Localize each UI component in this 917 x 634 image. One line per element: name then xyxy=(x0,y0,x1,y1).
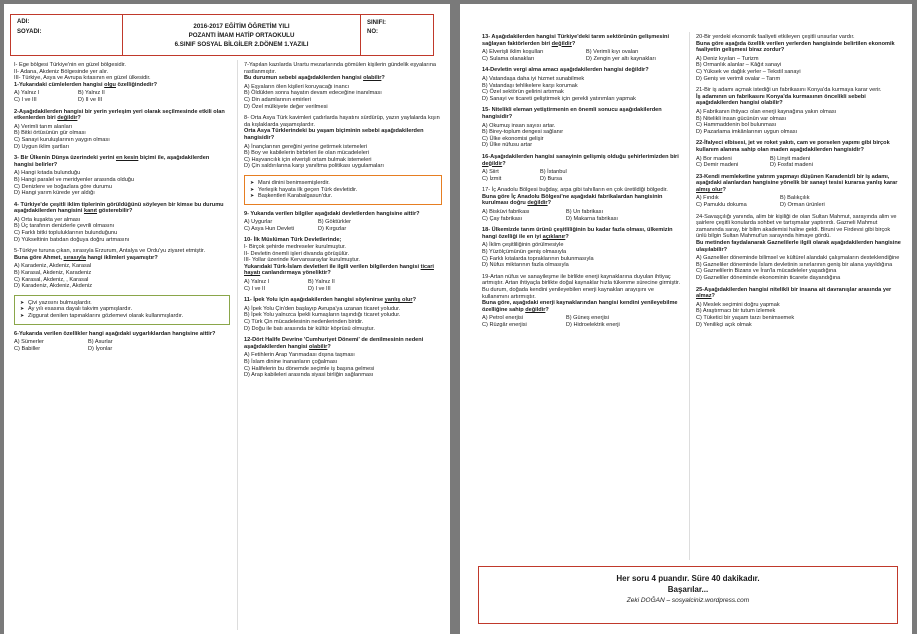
answer-option[interactable]: C) İzmit xyxy=(482,175,502,182)
question-22: 22-İfalyeci elbisesi, jet ve roket yakıtı, cam ve porselen yapımı gibi birçok kullanım alanına sahip olan maden aşağıdakilerden hangisidir? A) Bor madeni B) Linyit madeni C) Demir madeni D) Fosfat madeni xyxy=(696,140,890,169)
answer-option[interactable]: A) Uygurlar xyxy=(244,219,273,226)
column-1 xyxy=(14,62,230,357)
question-4: 4- Türkiye'de çeşitli iklim tiplerinin görüldüğünü söyleyen bir kimse bu durumu aşağıdakilerden hangisini kanıt gösterebilir? A) Orta kuşakta yer alması B) Üç tarafının denizlerle çevrili olmasını C) Farklı bitki topluluklarının bulunduğunu D) Yükseltinin batıdan doğuya doğru artmasını xyxy=(14,202,230,244)
student-info xyxy=(11,15,123,55)
exam-page-2 xyxy=(460,4,912,634)
info-box-green: ➤ Çivi yazısını bulmuşlardır. ➤ Ay yılı esasına dayalı takvim yapmışlardır. ➤ Ziggurat denilen tapınaklarını gözlemevi olarak kullanmışlardır. xyxy=(14,295,230,325)
answer-option[interactable]: A) Bor madeni xyxy=(696,155,732,162)
answer-option[interactable]: C) Demir madeni xyxy=(696,162,739,169)
answer-option[interactable]: C) Ülke ekonomisi gelişir xyxy=(482,135,544,142)
question-14: 14-Devletin vergi alma amacı aşağıdakilerden hangisi değildir? A) Vatandaşa daha iyi hizmet sunabilmek B) Vatandaşı tehlikelere karşı korumak C) Özel sektörün gelirini artırmak D) Sanayi ve ticareti geliştirmek için gerekli yatırımları yapmak xyxy=(482,67,682,102)
answer-option[interactable]: B) İpek Yolu yalnızca İpekli kumaşların taşındığı ticaret yoludur. xyxy=(244,312,401,319)
answer-option[interactable]: B) Boy ve kabilelerin birbirleri ile olan mücadeleleri xyxy=(244,150,369,157)
question-3: 3- Bir Ülkenin Dünya üzerindeki yerini en kesin biçimi ile, aşağıdakilerden hangisi belirler? A) Hangi kıtada bulunduğu B) Hangi paralel ve meridyenler arasında olduğu C) Denizlere ve boğazlara göre durumu D) Hangi yarım kürede yer aldığı xyxy=(14,155,230,197)
answer-option[interactable]: C) Karasal, Akdeniz, , Karasal xyxy=(14,276,89,283)
question-8: 8- Orta Asya Türk kavimleri çadırlarda hayatını sürdürüp, yazın yaylalarda kışın da kışlaklarda yaşamışlardır. Orta Asya Türklerindeki bu yaşam biçiminin sebebi aşağıdakilerden hangisidir? A) İnançlarının gereğini yerine getirmek istemeleri B) Boy ve kabilelerin birbirleri ile olan mücadeleleri C) Hayvancılık için elverişli ortam bulmak istemeleri D) Çin saldırılarına karşı yanıltma politikası uygulamaları xyxy=(244,115,442,170)
answer-option[interactable]: B) Öldükten sonra hayatın devam edeceğine inanılması xyxy=(244,90,382,97)
answer-option[interactable]: B) Güneş enerjisi xyxy=(566,315,609,322)
answer-option[interactable]: B) Araştırmacı bir tutum izlemek xyxy=(696,308,776,315)
answer-option[interactable]: A) Orta kuşakta yer alması xyxy=(14,216,81,223)
answer-option[interactable]: D) Orman ürünleri xyxy=(780,202,825,209)
question-7: 7-Yapılan kazılarda Urartu mezarlarında gömülen kişilerin gündelik eşyalarına rastlanmıştır. Bu durumun sebebi aşağıdakilerden hangisi olabilir? A) Eşyaların ölen kişileri koruyacağı inancı B) Öldükten sonra hayatın devam edeceğine inanılması C) Din adamlarının emirleri D) Özel mülkiyete değer verilmesi xyxy=(244,62,442,110)
answer-option[interactable]: D) Uygun iklim şartları xyxy=(14,143,70,150)
answer-option[interactable]: A) Sümerler xyxy=(14,339,44,346)
author-credit: Zeki DOĞAN – sosyalciniz.wordpress.com xyxy=(626,597,750,604)
question-13: 13- Aşağıdakilerden hangisi Türkiye'deki tarım sektörünün gelişmesini sağlayan faktörlerden biri değildir? A) Elverişli iklim koşulları B) Verimli kıyı ovaları C) Sulama olanakları D) Zengin yer altı kaynakları xyxy=(482,34,682,62)
question-16: 16-Aşağıdakilerden hangisi sanayinin gelişmiş olduğu şehirlerimizden biri değildir? A) Siirt B) İstanbul C) İzmit D) Bursa xyxy=(482,153,679,182)
answer-option[interactable]: C) Gaznelilerin Bizans ve İran'la mücadeleler yaşadığına xyxy=(696,268,837,275)
answer-option[interactable]: B) Verimli kıyı ovaları xyxy=(586,49,639,56)
question-24: 24-Savaşçılığı yanında, alim bir kişiliği de olan Sultan Mahmut, sarayında alim ve şairlere çeşitli konularda sohbet ve tartışmalar yaptırırdı. Gazneli Mahmut zamanında saray, bir bilim akademisi haline geldi. Biruni ve Firdevsi gibi birçok ünlü bilgin Sultan Mahmut'un sarayında himaye gördü. Bu metinden faydalanarak Gaznelilerle ilgili olarak aşağıdakilerden hangisine ulaşılabilir? A) Gazneliler döneminde bilimsel ve kültürel alandaki çalışmaların desteklendiğine B) Gazneliler döneminde İslam devletinin sınırlarının geniş bir alana yayıldığına C) Gaznelilerin Bizans ve İran'la mücadeleler yaşadığına D) Gazneliler döneminde ekonominin ticarete dayandığına xyxy=(696,213,901,281)
answer-option[interactable]: B) Linyit madeni xyxy=(770,155,811,162)
answer-option[interactable]: D) Yenilikçi açık olmak xyxy=(696,321,752,328)
no-label: NO: xyxy=(367,29,378,35)
question-9: 9- Yukarıda verilen bilgiler aşağıdaki devletlerden hangisine aittir? A) Uygurlar B) Göktürkler C) Asya Hun Devleti D) Kırgızlar xyxy=(244,210,420,232)
answer-option[interactable]: C) Farklı bitki topluluklarının bulunduğunu xyxy=(14,230,118,237)
answer-option[interactable]: B) Yüzölçümünün geniş olmasıyla xyxy=(482,249,567,256)
question-11: 11- İpek Yolu için aşağıdakilerden hangisi söylenirse yanlış olur? A) İpek Yolu Çin'den başlayıp Avrupa'ya uzanan ticaret yoludur. B) İpek Yolu yalnızca İpekli kumaşların taşındığı ticaret yoludur. C) Türk Çin mücadelesinin nedenlerinden biridir. D) Doğu ile batı arasında bir kültür köprüsü olmuştur. xyxy=(244,297,442,332)
answer-option[interactable]: D) II ve III xyxy=(78,96,103,103)
answer-option[interactable]: B) Asurlar xyxy=(88,339,113,346)
answer-option[interactable]: B) Göktürkler xyxy=(318,219,351,226)
answer-option[interactable]: C) Hammaddenin bol bulunması xyxy=(696,122,777,129)
answer-option[interactable]: B) Nitelikli insan gücünün var olması xyxy=(696,115,787,122)
question-2: 2-Aşağıdakilerden hangisi bir yerin yerleşim yeri olarak seçilmesinde etkili olan etkenlerden biri değildir? A) Verimli tarım alanları B) Bitki örtüsünün gür olması C) Sanayi kuruluşlarının yaygın olması D) Uygun iklim şartları xyxy=(14,109,230,151)
answer-option[interactable]: D) Gazneliler döneminde ekonominin ticarete dayandığına xyxy=(696,275,841,281)
exam-footer xyxy=(478,566,898,624)
answer-option[interactable]: A) Meslek seçimini doğru yapmak xyxy=(696,301,780,308)
answer-option[interactable]: A) Yalnız I xyxy=(244,279,270,286)
answer-option[interactable]: D) Nüfus miktarının fazla olmasıyla xyxy=(482,262,569,269)
info-box-orange: ➤ Mani dinini benimsemişlerdir. ➤ Yerleşik hayata ilk geçen Türk devletidir. ➤ Başkentleri Karabalgasun'dur. xyxy=(244,175,442,205)
answer-option[interactable]: B) Karasal, Akdeniz, Karadeniz xyxy=(14,270,92,277)
answer-option[interactable]: B) Birey-toplum dengesi sağlanır xyxy=(482,129,564,136)
answer-option[interactable]: C) Özel sektörün gelirini artırmak xyxy=(482,89,564,96)
answer-option[interactable]: C) Yüksek ve dağlık yerler – Tekstil sanayi xyxy=(696,68,801,75)
answer-option[interactable]: C) Çay fabrikası xyxy=(482,215,523,222)
answer-option[interactable]: D) Zengin yer altı kaynakları xyxy=(586,55,656,62)
answer-option[interactable]: D) Pazarlama imkânlarının uygun olması xyxy=(696,128,798,135)
question-12: 12-Dört Halife Devrine 'Cumhuriyet Dönemi' de denilmesinin nedeni aşağıdakilerden hangisi olabilir? A) Fetihlerin Arap Yarımadası dışına taşması B) İslam dinine inananların çoğalması C) Halifelerin bu dönemde seçimle iş başına gelmesi D) Arap kabileleri arasında siyasi birliğin sağlanması xyxy=(244,337,442,379)
answer-option[interactable]: A) Vatandaşa daha iyi hizmet sunabilmek xyxy=(482,75,585,82)
answer-option[interactable]: D) Karadeniz, Akdeniz, Akdeniz xyxy=(14,283,93,290)
answer-option[interactable]: A) Fındık xyxy=(696,195,719,202)
question-10: 10- İlk Müslüman Türk Devletlerinde; I- Birçok şehirde medreseler kurulmuştur. II- Devletin önemli işleri divanda görüşülür. III- Yollar üzerinde Kervansaraylar kurulmuştur. Yukarıdaki Türk-İslam devletleri ile ilgili verilen bilgilerden hangisi ticari hayatı canlandırmaya yöneliktir? A) Yalnız I B) Yalnız II C) I ve II D) I ve III xyxy=(244,237,434,292)
answer-option[interactable]: A) Okumuş insan sayısı artar. xyxy=(482,122,556,129)
column-2 xyxy=(244,62,442,384)
answer-option[interactable]: A) Gazneliler döneminde bilimsel ve kültürel alandaki çalışmaların desteklendiğine xyxy=(696,255,900,262)
surname-label: SOYADI: xyxy=(17,29,42,35)
answer-option[interactable]: B) Yalnız II xyxy=(78,90,105,97)
answer-option[interactable]: C) Din adamlarının emirleri xyxy=(244,96,311,103)
title-line-2: POZANTI İMAM HATİP ORTAOKULU xyxy=(188,31,295,39)
answer-option[interactable]: D) Yükseltinin batıdan doğuya doğru artmasını xyxy=(14,236,130,243)
answer-option[interactable]: B) İstanbul xyxy=(540,169,567,176)
answer-option[interactable]: D) Geniş ve verimli ovalar – Tarım xyxy=(696,75,781,82)
exam-title xyxy=(123,15,361,55)
good-luck-note: Başarılar... xyxy=(667,585,709,594)
answer-option[interactable]: A) Bisküvi fabrikası xyxy=(482,209,530,216)
title-line-3: 6.SINIF SOSYAL BİLGİLER 2.DÖNEM 1.YAZILI xyxy=(174,40,309,48)
answer-option[interactable]: A) Siirt xyxy=(482,169,499,176)
question-21: 21-Bir iş adamı açmak istediği un fabrikasını Konya'da kurmaya karar verir. İş adamının un fabrikasını Konya'da kurmasının öncelikli sebebi aşağıdakilerden hangisi olabilir? A) Fabrikanın ihtiyacı olan enerji kaynağına yakın olması B) Nitelikli insan gücünün var olması C) Hammaddenin bol bulunması D) Pazarlama imkânlarının uygun olması xyxy=(696,87,902,135)
question-15: 15- Nitelikli eleman yetiştirmenin en önemli sonucu aşağıdakilerden hangisidir? A) Okumuş insan sayısı artar. B) Birey-toplum dengesi sağlanır C) Ülke ekonomisi gelişir D) Ülke nüfusu artar xyxy=(482,107,682,149)
answer-option[interactable]: D) Çin saldırılarına karşı yanıltma politikası uygulamaları xyxy=(244,163,384,170)
answer-option[interactable]: D) Hangi yarım kürede yer aldığı xyxy=(14,190,95,197)
question-23: 23-Kendi memleketine yatırım yapmayı düşünen Karadenizli bir iş adamı, aşağıdaki alanlardan hangisine yönelik bir sanayi tesisi kurarsa yanlış karar almış olur? A) Fındık B) Balıkçılık C) Pamuklu dokuma D) Orman ürünleri xyxy=(696,173,898,209)
answer-option[interactable]: B) Gazneliler döneminde İslam devletinin sınırlarının geniş bir alana yayıldığına xyxy=(696,261,893,268)
answer-option[interactable]: B) Yalnız II xyxy=(308,279,335,286)
answer-option[interactable]: C) Sulama olanakları xyxy=(482,55,535,62)
answer-option[interactable]: D) Fosfat madeni xyxy=(770,162,813,169)
answer-option[interactable]: D) I ve III xyxy=(308,285,331,292)
class-info xyxy=(361,15,433,55)
answer-option[interactable]: A) İklim çeşitliliğinin görülmesiyle xyxy=(482,242,564,249)
answer-option[interactable]: B) Üç tarafının denizlerle çevrili olmasını xyxy=(14,223,115,230)
answer-option[interactable]: D) Sanayi ve ticareti geliştirmek için gerekli yatırımları yapmak xyxy=(482,95,636,102)
exam-header xyxy=(10,14,434,56)
answer-option[interactable]: A) İpek Yolu Çin'den başlayıp Avrupa'ya uzanan ticaret yoludur. xyxy=(244,305,401,312)
answer-option[interactable]: B) Hangi paralel ve meridyenler arasında olduğu xyxy=(14,176,135,183)
answer-option[interactable]: B) Bitki örtüsünün gür olması xyxy=(14,130,86,137)
answer-option[interactable]: A) Petrol enerjisi xyxy=(482,315,524,322)
answer-option[interactable]: A) Verimli tarım alanları xyxy=(14,123,73,130)
answer-option[interactable]: C) Pamuklu dokuma xyxy=(696,202,747,209)
answer-option[interactable]: D) Arap kabileleri arasında siyasi birliğin sağlanması xyxy=(244,372,374,379)
scoring-note: Her soru 4 puandır. Süre 40 dakikadır. xyxy=(616,574,760,583)
answer-option[interactable]: A) Hangi kıtada bulunduğu xyxy=(14,170,81,177)
answer-option[interactable]: B) İslam dinine inananların çoğalması xyxy=(244,358,338,365)
answer-option[interactable]: C) Tüketici bir yaşam tarzı benimsemek xyxy=(696,314,795,321)
answer-option[interactable]: C) Türk Çin mücadelesinin nedenlerinden biridir. xyxy=(244,319,364,325)
answer-option[interactable]: D) Doğu ile batı arasında bir kültür köprüsü olmuştur. xyxy=(244,325,375,332)
answer-option[interactable]: C) I ve II xyxy=(244,285,266,292)
answer-option[interactable]: A) İnançlarının gereğini yerine getirmek istemeleri xyxy=(244,143,368,150)
answer-option[interactable]: D) Kırgızlar xyxy=(318,225,347,232)
answer-option[interactable]: C) Hayvancılık için elverişli ortam bulmak istemeleri xyxy=(244,156,372,163)
answer-option[interactable]: A) Fabrikanın ihtiyacı olan enerji kaynağına yakın olması xyxy=(696,108,837,115)
answer-option[interactable]: B) Balıkçılık xyxy=(780,195,810,202)
answer-option[interactable]: C) Babiller xyxy=(14,345,41,352)
question-19: 19-Artan nüfus ve sanayileşme ile birlikte enerji kaynaklarına duyulan ihtiyaç artmıştır. Artan ihtiyaçla birlikte doğal kaynaklar hızla tükenme sürecine girmiştir. Bu durum, doğada kendini yenileyebilen enerji kaynakları arayışını ve kullanımını artırmıştır. Buna göre, aşağıdaki enerji kaynaklarından hangisi kendini yenileyebilme özelliğine sahip değildir? A) Petrol enerjisi B) Güneş enerjisi C) Rüzgâr enerjisi D) Hidroelektrik enerji xyxy=(482,273,681,328)
answer-option[interactable]: A) Deniz kıyıları – Turizm xyxy=(696,55,759,62)
answer-option[interactable]: D) Ülke nüfusu artar xyxy=(482,142,533,149)
column-4 xyxy=(696,34,902,333)
answer-option[interactable]: C) Farklı kıtalarda topraklarının bulunmasıyla xyxy=(482,255,594,262)
answer-option[interactable]: A) Fetihlerin Arap Yarımadası dışına taşması xyxy=(244,352,355,359)
answer-option[interactable]: D) Özel mülkiyete değer verilmesi xyxy=(244,103,328,110)
answer-option[interactable]: D) Bursa xyxy=(540,175,563,182)
answer-option[interactable]: D) Makarna fabrikası xyxy=(566,215,618,222)
question-20: 20-Bir yerdeki ekonomik faaliyeti etkileyen çeşitli unsurlar vardır. Buna göre aşağıda özellik verilen yerlerden hangisinde belirtilen ekonomik faaliyetin gelişmesi biraz zordur? A) Deniz kıyıları – Turizm B) Ormanlık alanlar – Kâğıt sanayi C) Yüksek ve dağlık yerler – Tekstil sanayi D) Geniş ve verimli ovalar – Tarım xyxy=(696,34,902,82)
answer-option[interactable]: C) Rüzgâr enerjisi xyxy=(482,321,527,328)
question-18: 18- Ülkemizde tarım ürünü çeşitliliğinin bu kadar fazla olması, ülkemizin hangi özelliği ile en iyi açıklanır? A) İklim çeşitliliğinin görülmesiyle B) Yüzölçümünün geniş olmasıyla C) Farklı kıtalarda topraklarının bulunmasıyla D) Nüfus miktarının fazla olmasıyla xyxy=(482,227,682,269)
answer-option[interactable]: B) Un fabrikası xyxy=(566,209,603,216)
question-25: 25-Aşağıdakilerden hangisi nitelikli bir insana ait davranışlar arasında yer almaz? A) Meslek seçimini doğru yapmak B) Araştırmacı bir tutum izlemek C) Tüketici bir yaşam tarzı benimsemek D) Yenilikçi açık olmak xyxy=(696,287,902,329)
answer-option[interactable]: C) Denizlere ve boğazlara göre durumu xyxy=(14,183,112,190)
answer-option[interactable]: B) Ormanlık alanlar – Kâğıt sanayi xyxy=(696,62,782,69)
answer-option[interactable]: A) Eşyaların ölen kişileri koruyacağı inancı xyxy=(244,83,350,90)
exam-page-1 xyxy=(4,4,450,634)
answer-option[interactable]: A) Elverişli iklim koşulları xyxy=(482,49,544,56)
answer-option[interactable]: C) Halifelerin bu dönemde seçimle iş başına gelmesi xyxy=(244,365,375,372)
answer-option[interactable]: D) İyonlar xyxy=(88,345,113,352)
answer-option[interactable]: D) Hidroelektrik enerji xyxy=(566,321,620,328)
class-label: SINIFI: xyxy=(367,20,386,26)
answer-option[interactable]: C) Asya Hun Devleti xyxy=(244,225,295,232)
answer-option[interactable]: C) Sanayi kuruluşlarının yaygın olması xyxy=(14,136,110,143)
column-3 xyxy=(482,34,682,334)
answer-option[interactable]: A) Karadeniz, Akdeniz, Karasal xyxy=(14,263,92,270)
answer-option[interactable]: B) Vatandaşı tehlikelere karşı korumak xyxy=(482,82,578,89)
answer-option[interactable]: A) Yalnız I xyxy=(14,90,40,97)
question-1: I- Ege bölgesi Türkiye'nin en güzel bölgesidir. II- Adana, Akdeniz Bölgesinde yer alır. III- Türkiye, Asya ve Avrupa kıtasının en güzel ülkesidir. 1-Yukarıdaki cümlelerden hangisi olgu özelliğindedir? A) Yalnız I B) Yalnız II C) I ve III D) II ve III xyxy=(14,62,157,103)
question-6: 6-Yukarıda verilen özellikler hangi aşağıdaki uygarlıklardan hangisine aittir? A) Sümerler B) Asurlar C) Babiller D) İyonlar xyxy=(14,330,216,352)
question-17: 17- İç Anadolu Bölgesi buğday, arpa gibi tahılların en çok üretildiği bölgedir. Buna göre İç Anadolu Bölgesi'ne aşağıdaki fabrikalardan hangisinin kurulması doğru değildir? A) Bisküvi fabrikası B) Un fabrikası C) Çay fabrikası D) Makarna fabrikası xyxy=(482,187,668,222)
answer-option[interactable]: C) I ve III xyxy=(14,96,37,103)
title-line-1: 2016-2017 EĞİTİM ÖĞRETİM YILI xyxy=(193,22,290,30)
question-5: 5-Türkiye turuna çıkan, sırasıyla Erzurum, Antalya ve Ordu'yu ziyaret etmiştir. Buna göre Ahmet, sırasıyla hangi iklimleri yaşamıştır? A) Karadeniz, Akdeniz, Karasal B) Karasal, Akdeniz, Karadeniz C) Karasal, Akdeniz, , Karasal D) Karadeniz, Akdeniz, Akdeniz xyxy=(14,248,230,290)
name-label: ADI: xyxy=(17,19,30,25)
